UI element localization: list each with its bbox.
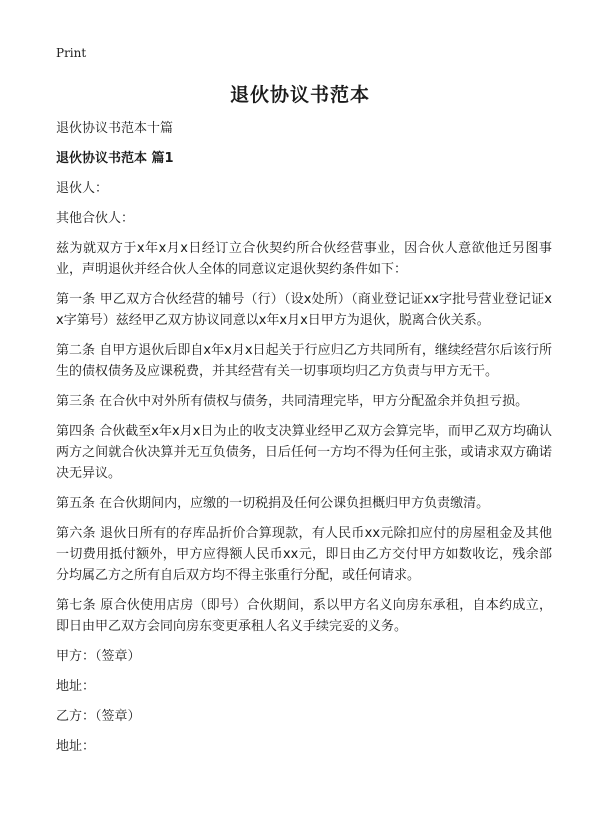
withdrawing-party-line: 退伙人： [56,181,109,196]
print-link[interactable]: Print [56,46,87,60]
clause-2: 第二条 自甲方退伙后即自x年x月x日起关于行应归乙方共同所有，继续经营尔后该行所生的债权债务及应课税费，并其经营有关一切事项均归乙方负责与甲方无干。 [56,343,552,379]
document-subtitle: 退伙协议书范本十篇 [56,121,174,136]
clause-3: 第三条 在合伙中对外所有债权与债务，共同清理完毕，甲方分配盈余并负担亏损。 [56,394,529,409]
party-a-address: 地址： [56,679,96,694]
document-body [56,118,552,766]
party-b-address: 地址： [56,739,96,754]
intro-paragraph: 兹为就双方于x年x月x日经订立合伙契约所合伙经营事业，因合伙人意欲他迁另图事业，声明退伙并经合伙人全体的同意议定退伙契约条件如下： [56,241,552,277]
clause-4: 第四条 合伙截至x年x月x日为止的收支决算业经甲乙双方会算完毕，而甲乙双方均确认两方之间就合伙决算并无互负债务，日后任何一方均不得为任何主张，或请求双方确诺决无异议。 [56,424,552,481]
section-heading: 退伙协议书范本 篇1 [56,151,174,166]
party-a-signature: 甲方：（签章） [56,649,141,664]
clause-7: 第七条 原合伙使用店房（即号）合伙期间，系以甲方名义向房东承租，自本约成立，即日由甲乙双方会同向房东变更承租人名义手续完妥的义务。 [56,598,552,634]
clause-5: 第五条 在合伙期间内，应缴的一切税捐及任何公课负担概归甲方负责缴清。 [56,496,490,511]
clause-6: 第六条 退伙日所有的存库品折价合算现款，有人民币xx元除扣应付的房屋租金及其他一切费用抵付额外，甲方应得额人民币xx元，即日由乙方交付甲方如数收讫，残余部分均属乙方之所有自后双方均不得主张重行分配，或任何请求。 [56,526,552,583]
clause-1: 第一条 甲乙双方合伙经营的辅号（行）（设x处所）（商业登记证xx字批号营业登记证xx字第号）兹经甲乙双方协议同意以x年x月x日甲方为退伙，脱离合伙关系。 [56,292,552,328]
page-title: 退伙协议书范本 [229,84,370,106]
other-partners-line: 其他合伙人： [56,211,135,226]
party-b-signature: 乙方：（签章） [56,709,141,724]
